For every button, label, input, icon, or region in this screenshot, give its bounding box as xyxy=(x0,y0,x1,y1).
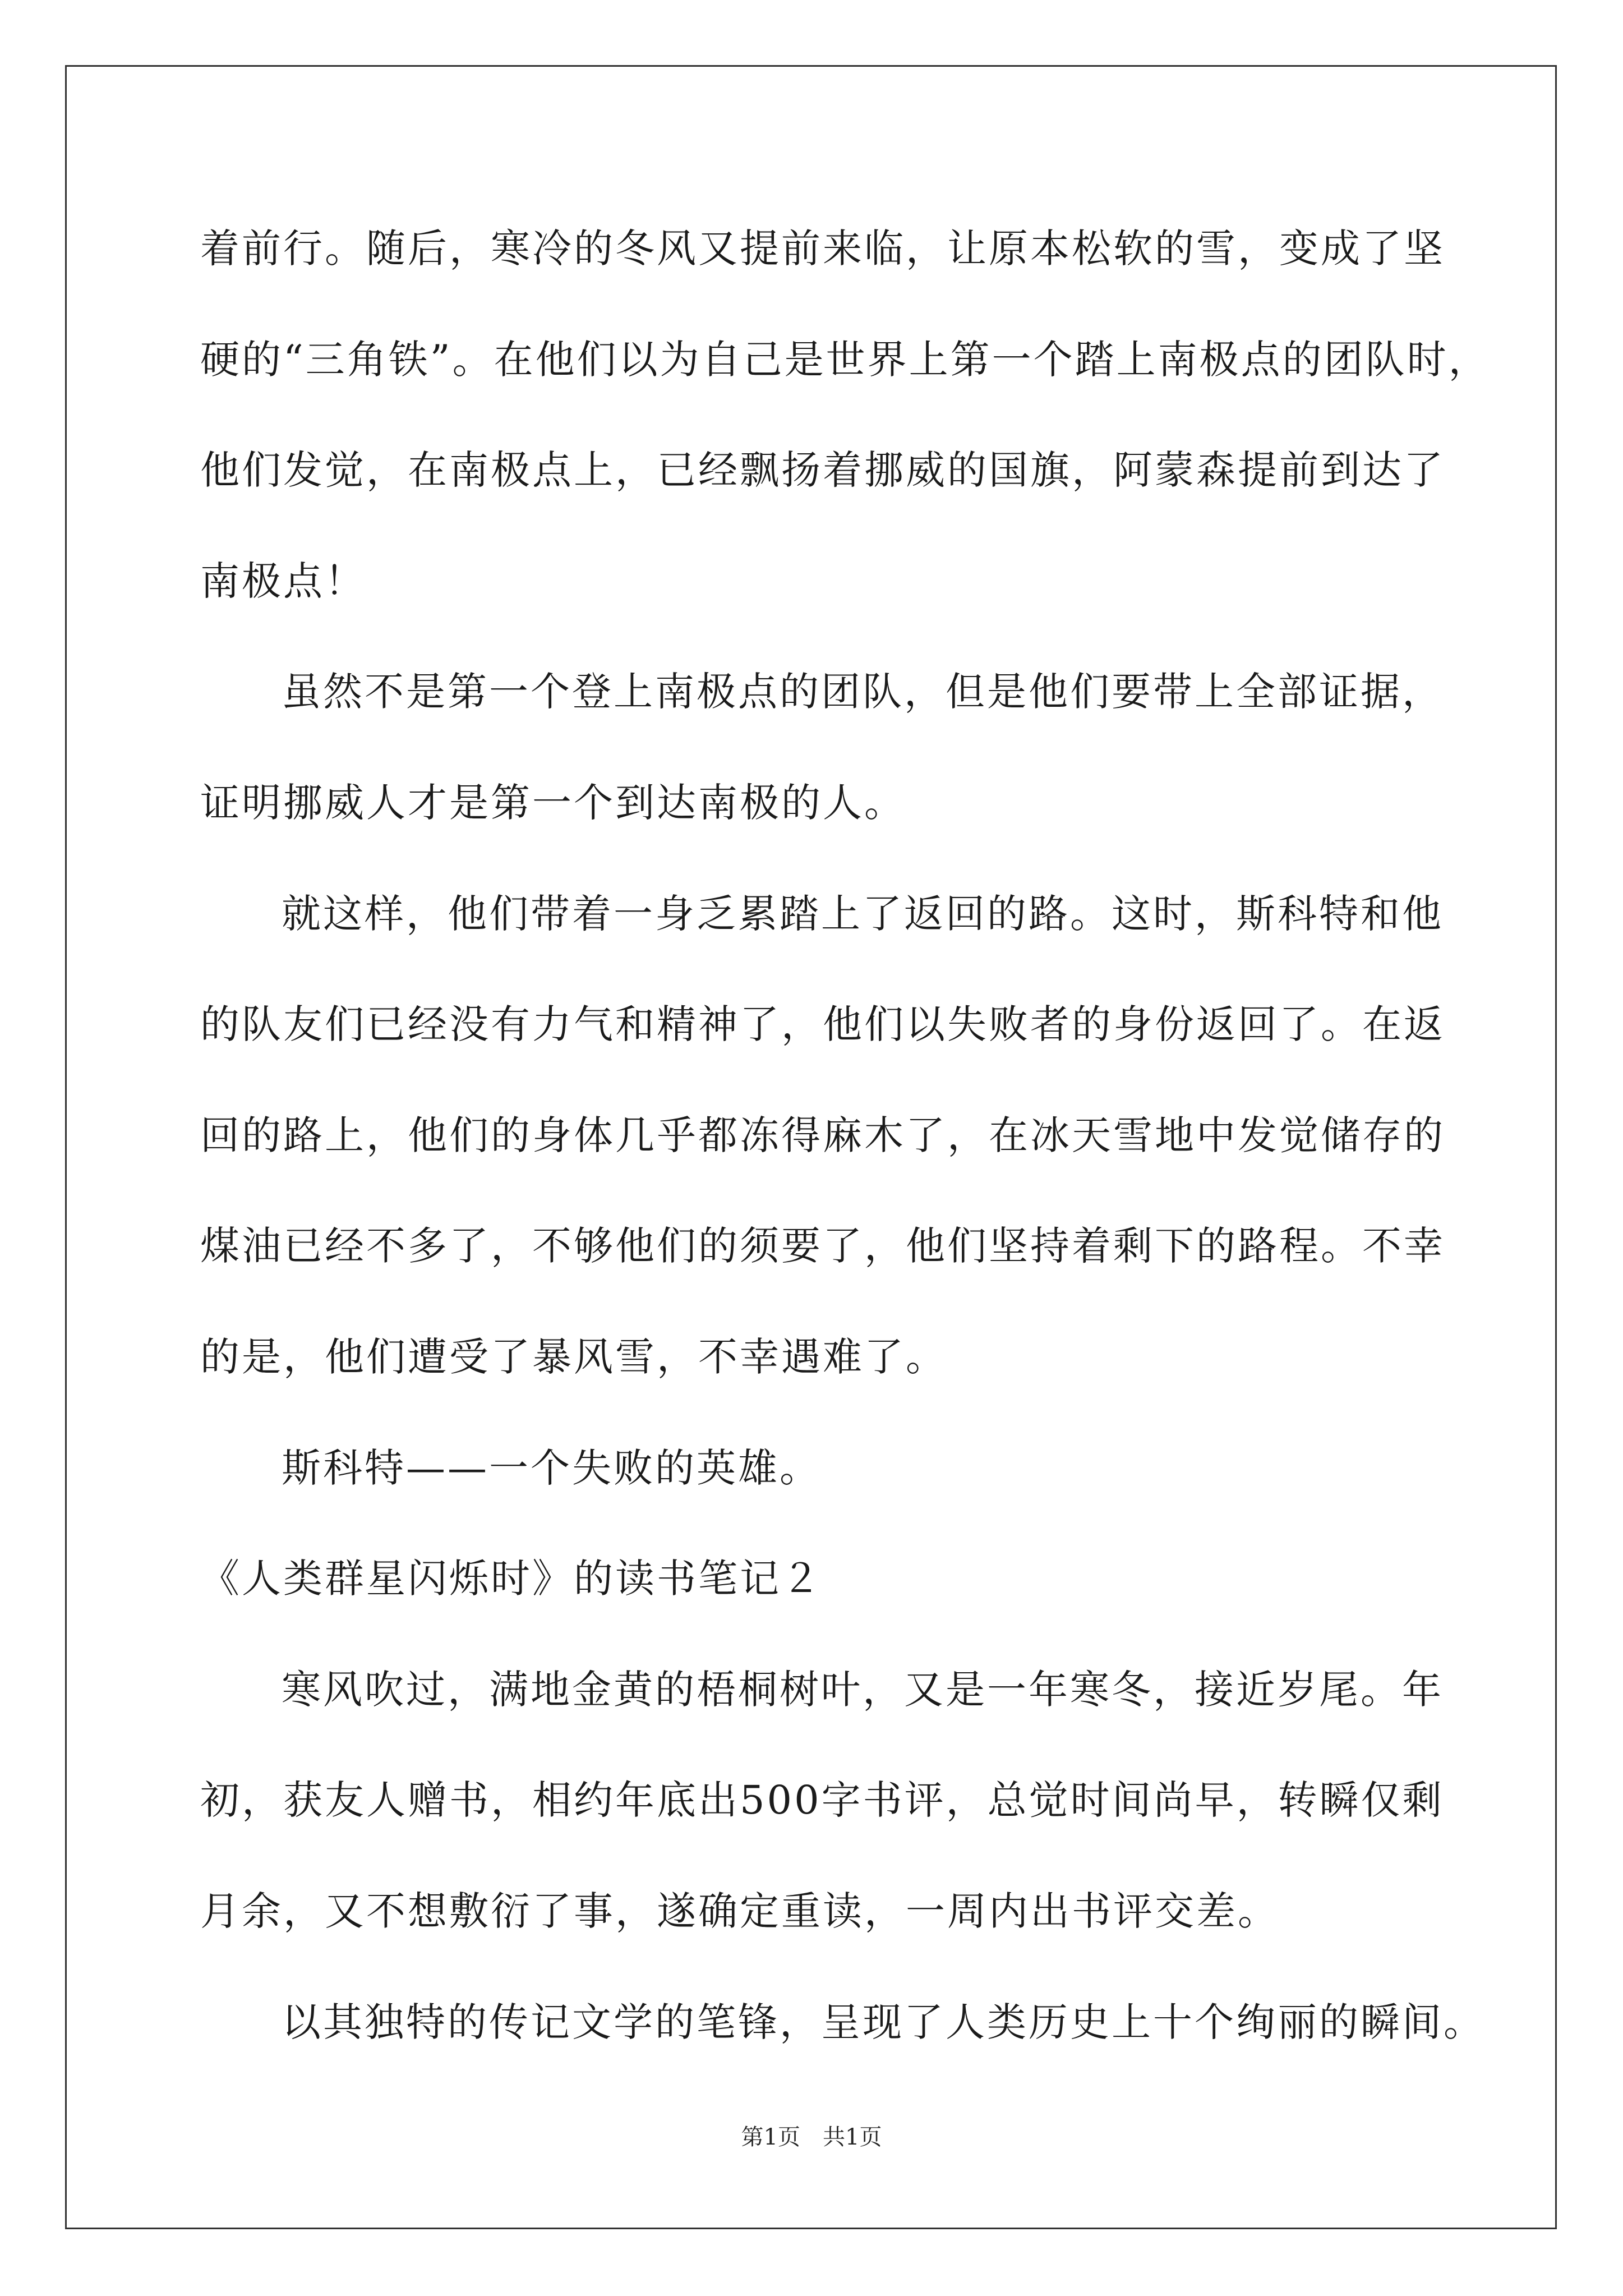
paragraph-winter-line: 寒风吹过，满地金黄的梧桐树叶，又是一年寒冬，接近岁尾。年 xyxy=(282,1666,1444,1713)
paragraph-evidence-line: 证明挪威人才是第一个到达南极的人。 xyxy=(200,780,906,826)
paragraph-return-line: 的是，他们遭受了暴风雪，不幸遇难了。 xyxy=(200,1334,947,1380)
paragraph-evidence-line: 虽然不是第一个登上南极点的团队，但是他们要带上全部证据， xyxy=(282,669,1444,715)
section-heading-line: 《人类群星闪烁时》的读书笔记２ xyxy=(200,1556,823,1602)
paragraph-scott-journey-line: 硬的“三角铁”。在他们以为自己是世界上第一个踏上南极点的团队时， xyxy=(200,336,1490,383)
paragraph-scott-journey-line: 南极点！ xyxy=(200,558,366,604)
paragraph-winter-line: 初，获友人赠书，相约年底出500字书评，总觉时间尚早，转瞬仅剩 xyxy=(200,1777,1444,1824)
paragraph-failed-hero-line: 斯科特——一个失败的英雄。 xyxy=(282,1444,821,1491)
paragraph-winter-line: 月余，又不想敷衍了事，遂确定重读，一周内出书评交差。 xyxy=(200,1888,1279,1934)
paragraph-return-line: 的队友们已经没有力气和精神了，他们以失败者的身份返回了。在返 xyxy=(200,1001,1445,1048)
paragraph-return-line: 煤油已经不多了，不够他们的须要了，他们坚持着剩下的路程。不幸 xyxy=(200,1223,1445,1269)
page-footer: 第1页 共1页 xyxy=(741,2124,882,2150)
paragraph-return-line: 就这样，他们带着一身乏累踏上了返回的路。这时，斯科特和他 xyxy=(282,890,1444,937)
paragraph-scott-journey-line: 着前行。随后，寒冷的冬风又提前来临，让原本松软的雪，变成了坚 xyxy=(200,226,1445,272)
paragraph-style-line: 以其独特的传记文学的笔锋，呈现了人类历史上十个绚丽的瞬间。 xyxy=(282,1999,1485,2045)
paragraph-return-line: 回的路上，他们的身体几乎都冻得麻木了，在冰天雪地中发觉储存的 xyxy=(200,1112,1445,1158)
paragraph-scott-journey-line: 他们发觉，在南极点上，已经飘扬着挪威的国旗，阿蒙森提前到达了 xyxy=(200,447,1445,494)
